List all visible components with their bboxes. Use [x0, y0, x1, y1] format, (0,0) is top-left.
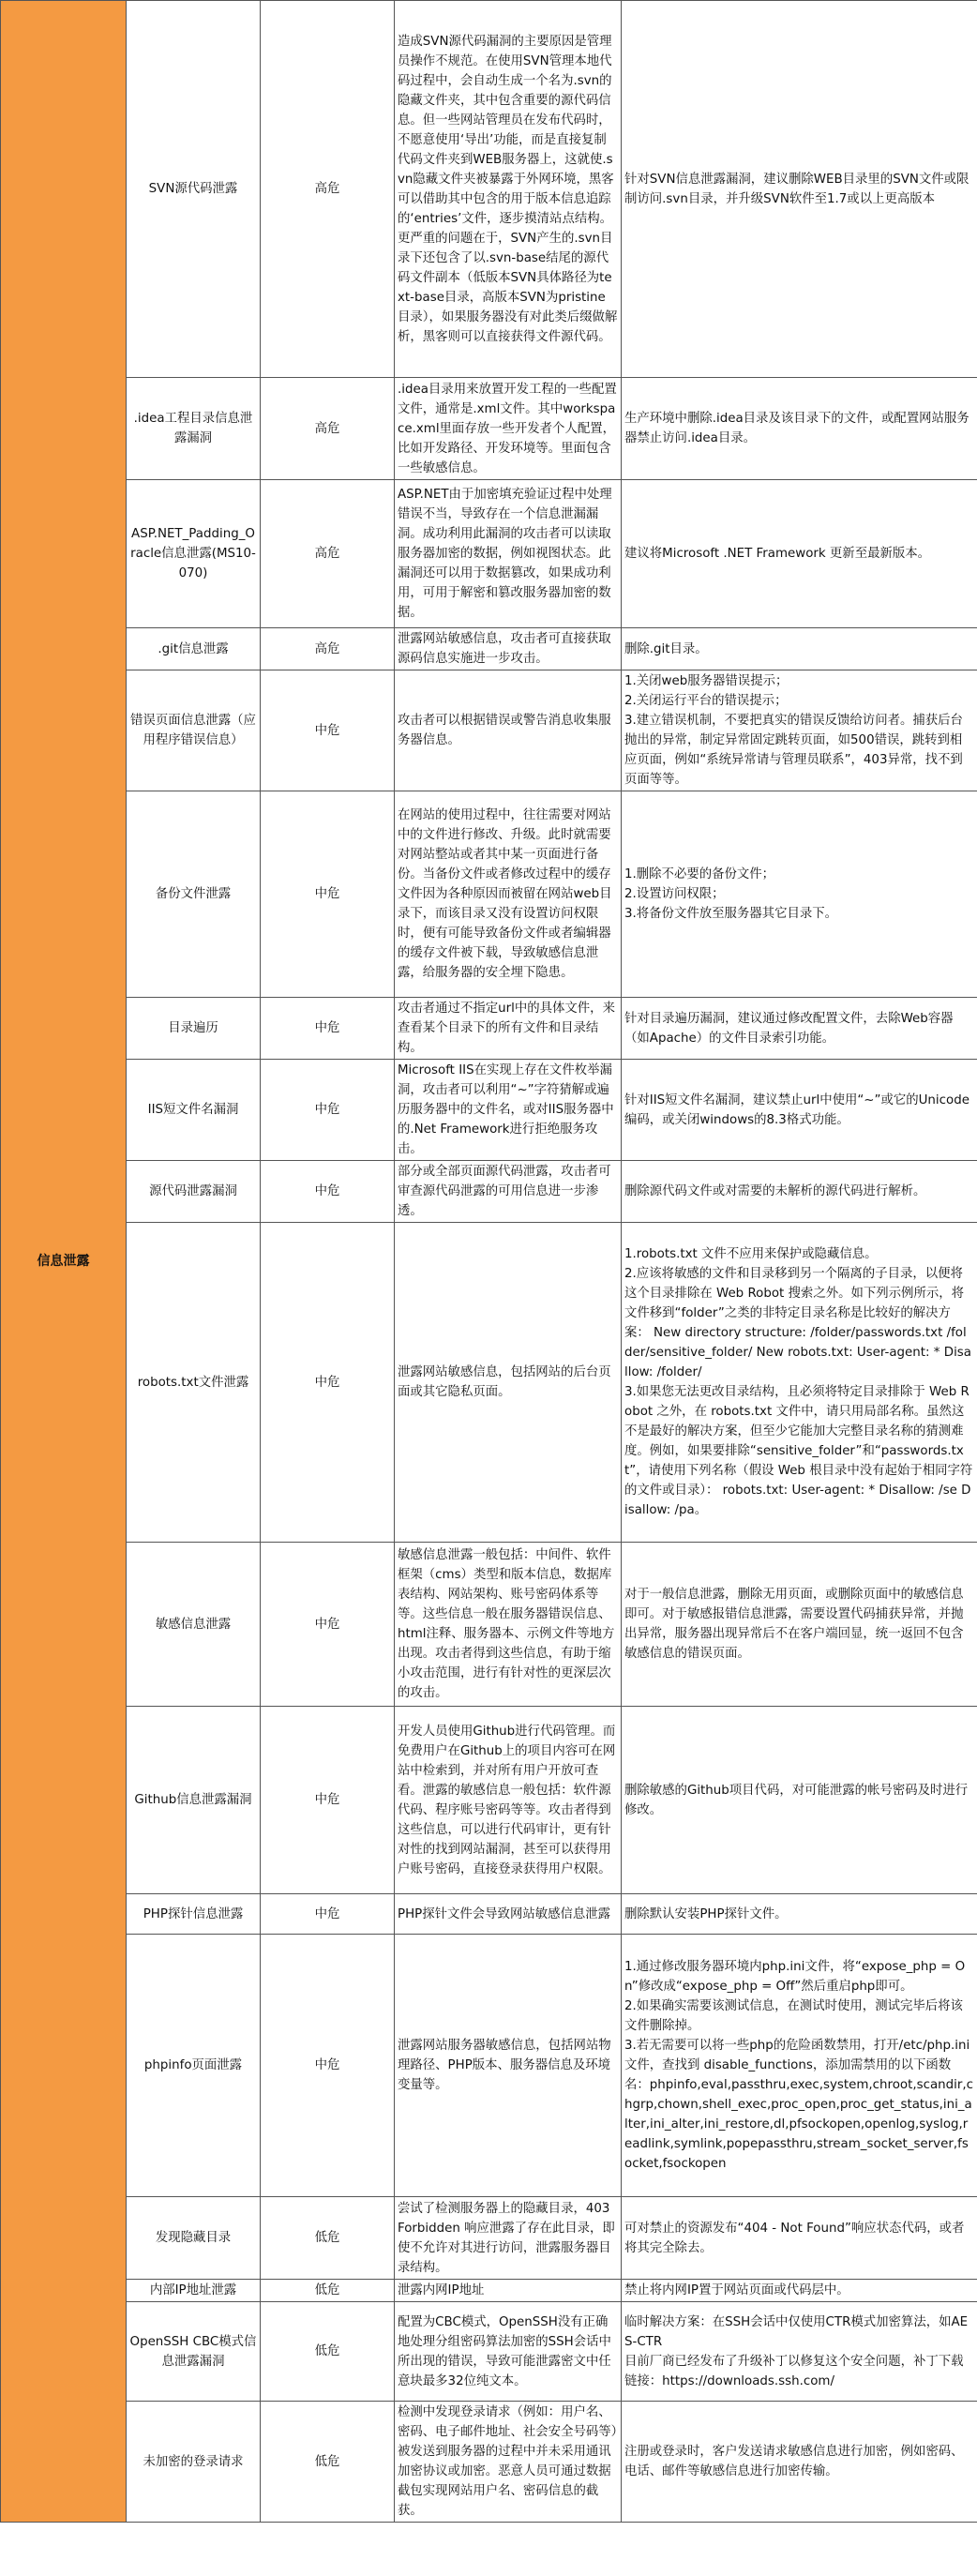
vuln-fix: [622, 1, 977, 378]
description-line: 泄露网站服务器敏感信息，包括网站物理路径、PHP版本、服务器信息及环境变量等。: [398, 2039, 611, 2092]
vuln-name: Github信息泄露漏洞: [127, 1707, 261, 1894]
risk-level: 中危: [261, 670, 395, 791]
fix-line: 禁止将内网IP置于网站页面或代码层中。: [624, 2283, 849, 2297]
description-line: Microsoft IIS在实现上存在文件枚举漏洞，攻击者可以利用“~”字符猜解或遍历服务器中的文件名，或对IIS服务器中的.Net Framework进行拒绝服务攻击。: [398, 1063, 614, 1156]
table-row: [1, 1060, 977, 1161]
vuln-name: 敏感信息泄露: [127, 1543, 261, 1707]
risk-level: 低危: [261, 2280, 395, 2302]
fix-line: 删除敏感的Github项目代码，对可能泄露的帐号密码及时进行修改。: [624, 1783, 969, 1817]
description-line: ASP.NET由于加密填充验证过程中处理错误不当，导致存在一个信息泄漏漏洞。成功利用此漏洞的攻击者可以读取服务器加密的数据，例如视图状态。此漏洞还可以用于数据篡改，如果成功利用，可用于解密和篡改服务器加密的数据。: [398, 488, 612, 620]
risk-level: 中危: [261, 1060, 395, 1161]
fix-line: 删除源代码文件或对需要的未解析的源代码进行解析。: [624, 1184, 926, 1198]
description-line: 开发人员使用Github进行代码管理。而免费用户在Github上的项目内容可在网站中检索到，并对所有用户开放可查看。泄露的敏感信息一般包括：软件源代码、程序账号密码等等。攻击者得到这些信息，可以进行代码审计，更有针对性的找到网站漏洞，甚至可以获得用户账号密码，直接登录获得用户权限。: [398, 1724, 616, 1876]
description-line: 敏感信息泄露一般包括：中间件、软件框架（cms）类型和版本信息，数据库表结构、网站架构、账号密码体系等等。这些信息一般在服务器错误信息、html注释、服务器本、示例文件等地方出现。攻击者得到这些信息，有助于缩小攻击范围，进行有针对性的更深层次的攻击。: [398, 1548, 615, 1700]
vuln-fix: [622, 998, 977, 1060]
vuln-fix: [622, 1707, 977, 1894]
risk-level: 高危: [261, 378, 395, 480]
fix-line: 建议将Microsoft .NET Framework 更新至最新版本。: [624, 547, 931, 561]
vuln-name: 发现隐藏目录: [127, 2197, 261, 2280]
vuln-fix: [622, 1543, 977, 1707]
vuln-name: 目录遍历: [127, 998, 261, 1060]
table-row: [1, 2402, 977, 2523]
table-row: [1, 998, 977, 1060]
description-line: 造成SVN源代码漏洞的主要原因是管理员操作不规范。在使用SVN管理本地代码过程中，会自动生成一个名为.svn的隐藏文件夹，其中包含重要的源代码信息。但一些网站管理员在发布代码时，不愿意使用‘导出’功能，而是直接复制代码文件夹到WEB服务器上，这就使.svn隐藏文件夹被暴露于外网环境，黑客可以借助其中包含的用于版本信息追踪的‘entries’文件，逐步摸清站点结构。: [398, 34, 614, 226]
vuln-name: ASP.NET_Padding_Oracle信息泄露(MS10-070): [127, 480, 261, 628]
vuln-name: 源代码泄露漏洞: [127, 1161, 261, 1223]
category-cell: 信息泄露: [1, 1, 127, 2523]
vuln-fix: [622, 1060, 977, 1161]
vuln-fix: [622, 480, 977, 628]
vuln-name: 内部IP地址泄露: [127, 2280, 261, 2302]
vuln-description: [395, 1223, 622, 1543]
description-line: 在网站的使用过程中，往往需要对网站中的文件进行修改、升级。此时就需要对网站整站或者其中某一页面进行备份。当备份文件或者修改过程中的缓存文件因为各种原因而被留在网站web目录下，而该目录又没有设置访问权限时，便有可能导致备份文件或者编辑器的缓存文件被下载，导致敏感信息泄露，给服务器的安全埋下隐患。: [398, 808, 612, 980]
vuln-fix: [622, 1935, 977, 2197]
vuln-description: [395, 1935, 622, 2197]
table-row: [1, 1935, 977, 2197]
risk-level: 中危: [261, 1543, 395, 1707]
table-row: [1, 791, 977, 998]
risk-level: 中危: [261, 1161, 395, 1223]
risk-level: 中危: [261, 791, 395, 998]
vuln-fix: [622, 791, 977, 998]
vuln-fix: [622, 1894, 977, 1935]
fix-line: 3.建立错误机制，不要把真实的错误反馈给访问者。捕获后台抛出的异常，制定异常固定跳转页面，如500错误，跳转到相应页面，例如“系统异常请与管理员联系”，403异常，找不到页面等等。: [624, 714, 963, 787]
table-row: [1, 378, 977, 480]
vuln-description: [395, 791, 622, 998]
vuln-name: IIS短文件名漏洞: [127, 1060, 261, 1161]
vuln-name: .git信息泄露: [127, 628, 261, 670]
vuln-name: 未加密的登录请求: [127, 2402, 261, 2523]
vuln-description: [395, 998, 622, 1060]
risk-level: 中危: [261, 1894, 395, 1935]
fix-line: 针对目录遍历漏洞，建议通过修改配置文件，去除Web容器（如Apache）的文件目录索引功能。: [624, 1011, 954, 1046]
fix-line: 删除默认安装PHP探针文件。: [624, 1906, 788, 1921]
fix-line: 3.将备份文件放至服务器其它目录下。: [624, 907, 838, 921]
risk-level: 中危: [261, 1707, 395, 1894]
vuln-fix: [622, 1223, 977, 1543]
fix-line: 1.删除不必要的备份文件；: [624, 867, 775, 881]
vuln-name: robots.txt文件泄露: [127, 1223, 261, 1543]
vuln-description: [395, 2280, 622, 2302]
fix-line: 生产环境中删除.idea目录及该目录下的文件，或配置网站服务器禁止访问.idea目录。: [624, 412, 969, 445]
fix-line: 1.关闭web服务器错误提示；: [624, 674, 789, 688]
description-line: 配置为CBC模式，OpenSSH没有正确地处理分组密码算法加密的SSH会话中所出现的错误，导致可能泄露密文中任意块最多32位纯文本。: [398, 2314, 611, 2388]
risk-level: 高危: [261, 1, 395, 378]
description-line: 攻击者通过不指定url中的具体文件，来查看某个目录下的所有文件和目录结构。: [398, 1002, 615, 1055]
vuln-fix: [622, 2280, 977, 2302]
description-line: 泄露网站敏感信息，攻击者可直接获取源码信息实施进一步攻击。: [398, 632, 611, 666]
fix-line: 3.若无需要可以将一些php的危险函数禁用，打开/etc/php.ini文件，查找到 disable_functions，添加需禁用的以下函数名：phpinfo,eval,passthru,exec,system,chroot,scandir,chgrp,chown,shell_exec,proc_open,proc_get_status,ini_alter,ini_alter,ini_restore,dl,pfsockopen,openlog,syslog,readlink,symlink,popepassthru,stream_socket_server,fsocket,fsockopen: [624, 2039, 973, 2171]
description-line: PHP探针文件会导致网站敏感信息泄露: [398, 1906, 611, 1921]
vuln-description: [395, 2197, 622, 2280]
vuln-fix: [622, 2197, 977, 2280]
fix-line: 1.robots.txt 文件不应用来保护或隐藏信息。: [624, 1247, 878, 1261]
table-row: [1, 1161, 977, 1223]
fix-line: 2.设置访问权限；: [624, 887, 725, 901]
vuln-description: [395, 378, 622, 480]
vuln-description: [395, 1060, 622, 1161]
risk-level: 高危: [261, 628, 395, 670]
description-line: .idea目录用来放置开发工程的一些配置文件，通常是.xml文件。其中workspace.xml里面存放一些开发者个人配置，比如开发路径、开发环境等。里面包含一些敏感信息。: [398, 382, 617, 475]
table-row: [1, 1894, 977, 1935]
table-row: [1, 1223, 977, 1543]
fix-line: 临时解决方案：在SSH会话中仅使用CTR模式加密算法，如AES-CTR: [624, 2314, 969, 2349]
vuln-description: [395, 670, 622, 791]
table-row: [1, 2302, 977, 2402]
table-row: [1, 628, 977, 670]
vuln-description: [395, 480, 622, 628]
description-line: 尝试了检测服务器上的隐藏目录，403 Forbidden 响应泄露了存在此目录，即使不允许对其进行访问，泄露服务器目录结构。: [398, 2201, 615, 2275]
vuln-fix: [622, 2402, 977, 2523]
risk-level: 低危: [261, 2197, 395, 2280]
vuln-description: [395, 2402, 622, 2523]
vuln-table-body: [1, 1, 977, 2523]
vuln-name: .idea工程目录信息泄露漏洞: [127, 378, 261, 480]
fix-line: 2.如果确实需要该测试信息，在测试时使用，测试完毕后将该文件删除掉。: [624, 1999, 963, 2033]
vuln-description: [395, 2302, 622, 2402]
vuln-description: [395, 1161, 622, 1223]
fix-line: 2.关闭运行平台的错误提示；: [624, 694, 788, 708]
fix-line: 针对IIS短文件名漏洞，建议禁止url中使用“~”或它的Unicode编码，或关闭windows的8.3格式功能。: [624, 1092, 969, 1127]
table-row: [1, 2280, 977, 2302]
vuln-description: [395, 1707, 622, 1894]
vuln-fix: [622, 1161, 977, 1223]
fix-line: 目前厂商已经发布了升级补丁以修复这个安全问题，补丁下载链接：https://downloads.ssh.com/: [624, 2354, 964, 2388]
fix-line: 可对禁止的资源发布“404 - Not Found”响应状态代码，或者将其完全除去。: [624, 2221, 965, 2255]
risk-level: 中危: [261, 1935, 395, 2197]
vuln-description: [395, 1543, 622, 1707]
vuln-fix: [622, 2302, 977, 2402]
vuln-fix: [622, 670, 977, 791]
table-row: [1, 2197, 977, 2280]
fix-line: 针对SVN信息泄露漏洞，建议删除WEB目录里的SVN文件或限制访问.svn目录，并升级SVN软件至1.7或以上更高版本: [624, 172, 969, 206]
description-line: 部分或全部页面源代码泄露，攻击者可审查源代码泄露的可用信息进一步渗透。: [398, 1165, 611, 1218]
description-line: 泄露网站敏感信息，包括网站的后台页面或其它隐私页面。: [398, 1365, 611, 1399]
vuln-fix: [622, 628, 977, 670]
table-row: [1, 1543, 977, 1707]
fix-line: 1.通过修改服务器环境内php.ini文件，将“expose_php = On”修改成“expose_php = Off”然后重启php即可。: [624, 1960, 966, 1994]
vuln-name: phpinfo页面泄露: [127, 1935, 261, 2197]
description-line: 更严重的问题在于，SVN产生的.svn目录下还包含了以.svn-base结尾的源代码文件副本（低版本SVN具体路径为text-base目录，高版本SVN为pristine目录），如果服务器没有对此类后缀做解析，黑客则可以直接获得文件源代码。: [398, 231, 618, 344]
fix-line: 删除.git目录。: [624, 641, 708, 656]
fix-line: 注册或登录时，客户发送请求敏感信息进行加密，例如密码、电话、邮件等敏感信息进行加密传输。: [624, 2445, 964, 2478]
vuln-name: 备份文件泄露: [127, 791, 261, 998]
table-row: [1, 480, 977, 628]
vuln-description: [395, 1, 622, 378]
fix-line: 2.应该将敏感的文件和目录移到另一个隔离的子目录，以便将这个目录排除在 Web Robot 搜索之外。如下列示例所示，将文件移到“folder”之类的非特定目录名称是比较好的解决方案： New directory structure: /folder/passwords.txt /folder/sensitive_folder/ New robots.txt: User-agent: * Disallow: /folder/: [624, 1267, 971, 1379]
vuln-fix: [622, 378, 977, 480]
risk-level: 中危: [261, 1223, 395, 1543]
table-row: [1, 1707, 977, 1894]
vuln-name: OpenSSH CBC模式信息泄露漏洞: [127, 2302, 261, 2402]
vuln-name: SVN源代码泄露: [127, 1, 261, 378]
vuln-description: [395, 1894, 622, 1935]
vuln-description: [395, 628, 622, 670]
table-row: [1, 1, 977, 378]
risk-level: 中危: [261, 998, 395, 1060]
risk-level: 高危: [261, 480, 395, 628]
description-line: 检测中发现登录请求（例如：用户名、密码、电子邮件地址、社会安全号码等）被发送到服务器的过程中并未采用通讯加密协议或加密。恶意人员可通过数据截包实现网站用户名、密码信息的截获。: [398, 2405, 618, 2518]
fix-line: 对于一般信息泄露，删除无用页面，或删除页面中的敏感信息即可。对于敏感报错信息泄露，需要设置代码捕获异常，并抛出异常，服务器出现异常后不在客户端回显，统一返回不包含敏感信息的错误页面。: [624, 1588, 964, 1661]
risk-level: 低危: [261, 2402, 395, 2523]
risk-level: 低危: [261, 2302, 395, 2402]
description-line: 泄露内网IP地址: [398, 2283, 485, 2297]
fix-line: 3.如果您无法更改目录结构，且必须将特定目录排除于 Web Robot 之外，在 robots.txt 文件中，请只用局部名称。虽然这不是最好的解决方案，但至少它能加大完整目录名称的猜测难度。例如，如果要排除“sensitive_folder”和“passwords.txt”，请使用下列名称（假设 Web 根目录中没有起始于相同字符的文件或目录）： robots.txt: User-agent: * Disallow: /se Disallow: /pa。: [624, 1385, 973, 1517]
vuln-name: PHP探针信息泄露: [127, 1894, 261, 1935]
description-line: 攻击者可以根据错误或警告消息收集服务器信息。: [398, 714, 611, 747]
table-row: [1, 670, 977, 791]
vuln-name: 错误页面信息泄露（应用程序错误信息）: [127, 670, 261, 791]
